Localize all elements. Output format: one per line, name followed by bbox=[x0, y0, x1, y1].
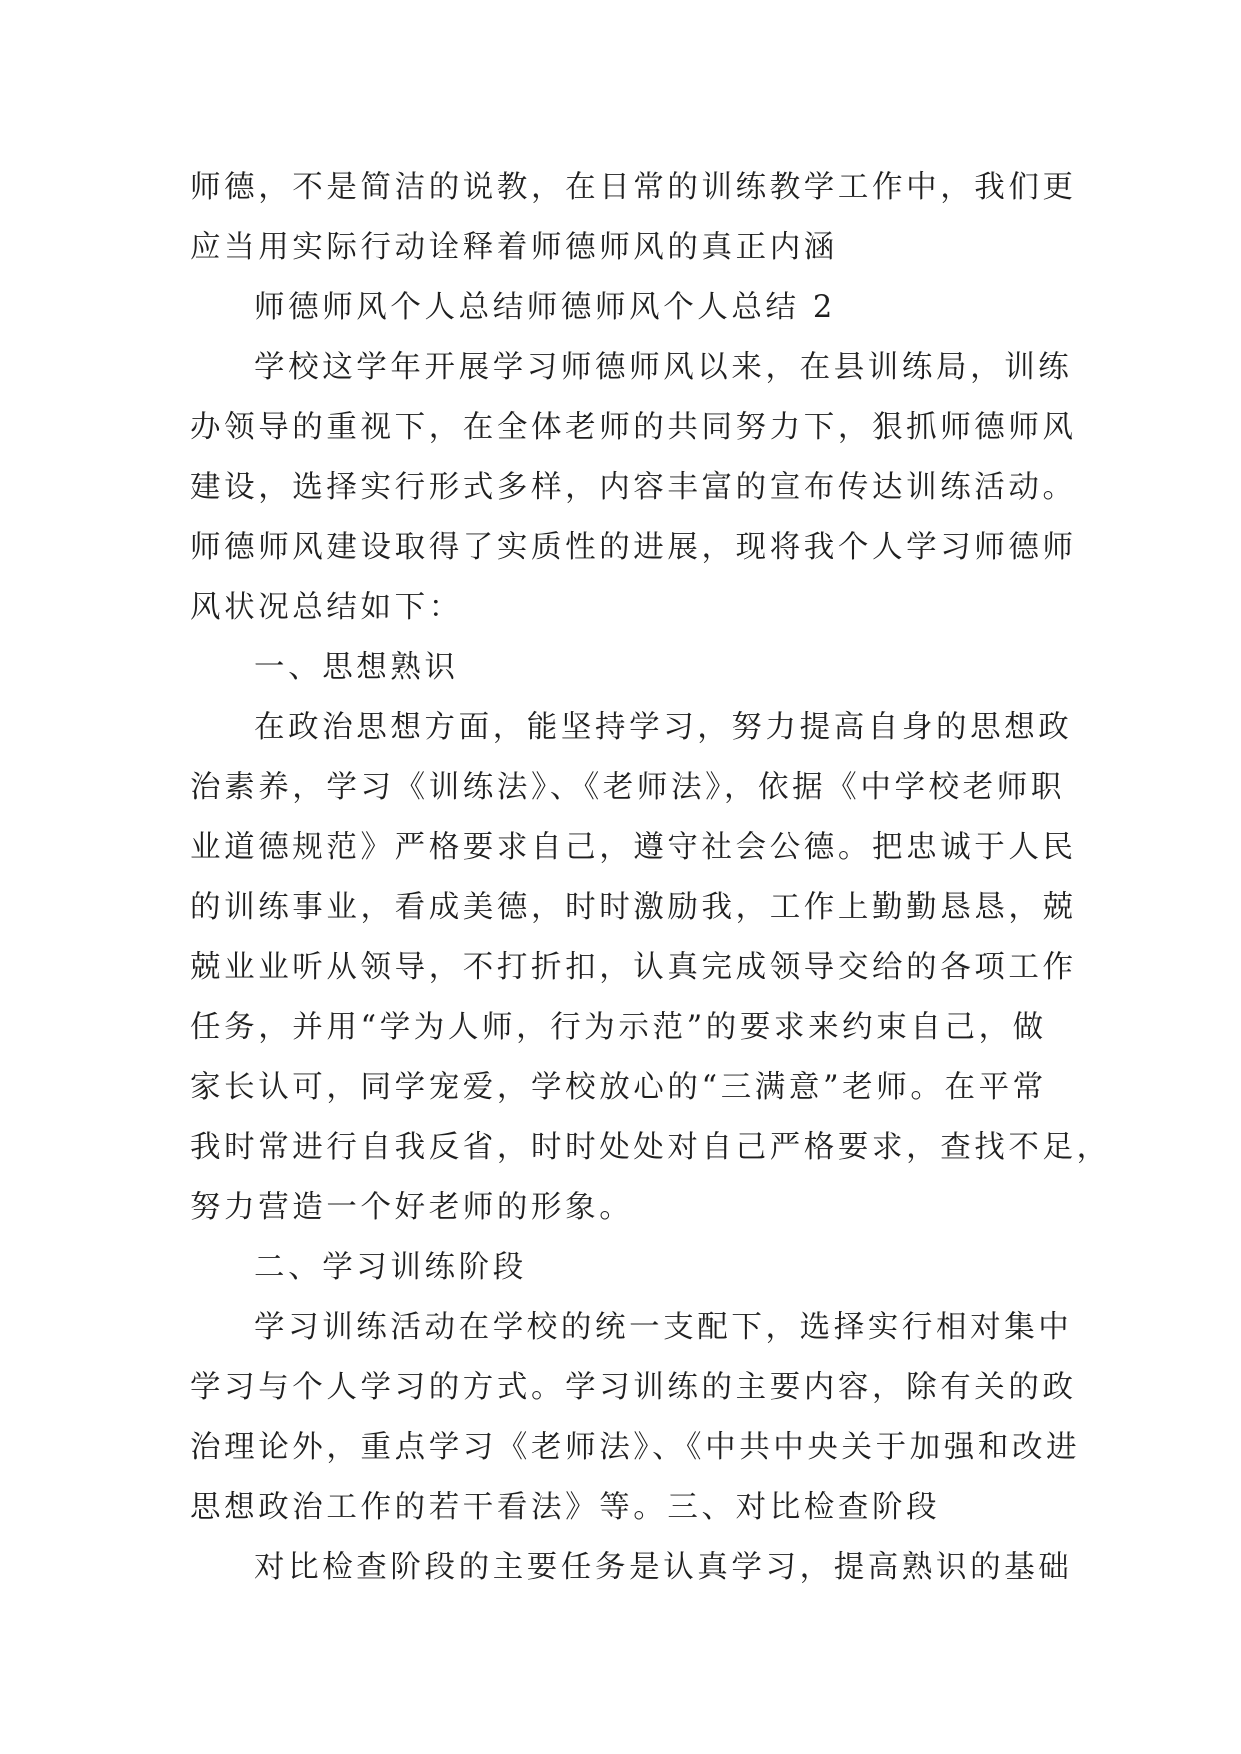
paragraph-line: 兢业业听从领导，不打折扣，认真完成领导交给的各项工作 bbox=[190, 950, 1077, 985]
document-body bbox=[190, 158, 1111, 1598]
section-heading: 二、学习训练阶段 bbox=[254, 1250, 527, 1285]
paragraph-line: 治理论外，重点学习《老师法》、《中共中央关于加强和改进 bbox=[190, 1430, 1081, 1465]
paragraph-line: 学习训练活动在学校的统一支配下，选择实行相对集中 bbox=[254, 1310, 1073, 1345]
paragraph-line: 建设，选择实行形式多样，内容丰富的宣布传达训练活动。 bbox=[190, 470, 1077, 505]
paragraph-line: 风状况总结如下： bbox=[190, 590, 463, 625]
paragraph-line: 业道德规范》严格要求自己，遵守社会公德。把忠诚于人民 bbox=[190, 830, 1077, 865]
paragraph-line: 对比检查阶段的主要任务是认真学习，提高熟识的基础 bbox=[254, 1550, 1073, 1585]
paragraph-line: 学习与个人学习的方式。学习训练的主要内容，除有关的政 bbox=[190, 1370, 1077, 1405]
paragraph-line: 我时常进行自我反省，时时处处对自己严格要求，查找不足， bbox=[190, 1130, 1111, 1165]
paragraph-line: 师德，不是简洁的说教，在日常的训练教学工作中，我们更 bbox=[190, 170, 1077, 205]
paragraph-line: 师德师风建设取得了实质性的进展，现将我个人学习师德师 bbox=[190, 530, 1077, 565]
paragraph-line: 治素养，学习《训练法》、《老师法》，依据《中学校老师职 bbox=[190, 770, 1065, 805]
paragraph-line: 应当用实际行动诠释着师德师风的真正内涵 bbox=[190, 230, 838, 265]
paragraph-line: 的训练事业，看成美德，时时激励我，工作上勤勤恳恳，兢 bbox=[190, 890, 1077, 925]
paragraph-line: 努力营造一个好老师的形象。 bbox=[190, 1190, 634, 1225]
paragraph-line: 在政治思想方面，能坚持学习，努力提高自身的思想政 bbox=[254, 710, 1073, 745]
paragraph-line: 办领导的重视下，在全体老师的共同努力下，狠抓师德师风 bbox=[190, 410, 1077, 445]
paragraph-line: 家长认可，同学宠爱，学校放心的“三满意”老师。在平常 bbox=[190, 1070, 1047, 1105]
section-title: 师德师风个人总结师德师风个人总结 2 bbox=[254, 290, 836, 325]
paragraph-line: 思想政治工作的若干看法》等。三、对比检查阶段 bbox=[190, 1490, 941, 1525]
paragraph-line: 学校这学年开展学习师德师风以来，在县训练局，训练 bbox=[254, 350, 1073, 385]
section-heading: 一、思想熟识 bbox=[254, 650, 459, 685]
paragraph-line: 任务，并用“学为人师，行为示范”的要求来约束自己，做 bbox=[190, 1010, 1047, 1045]
